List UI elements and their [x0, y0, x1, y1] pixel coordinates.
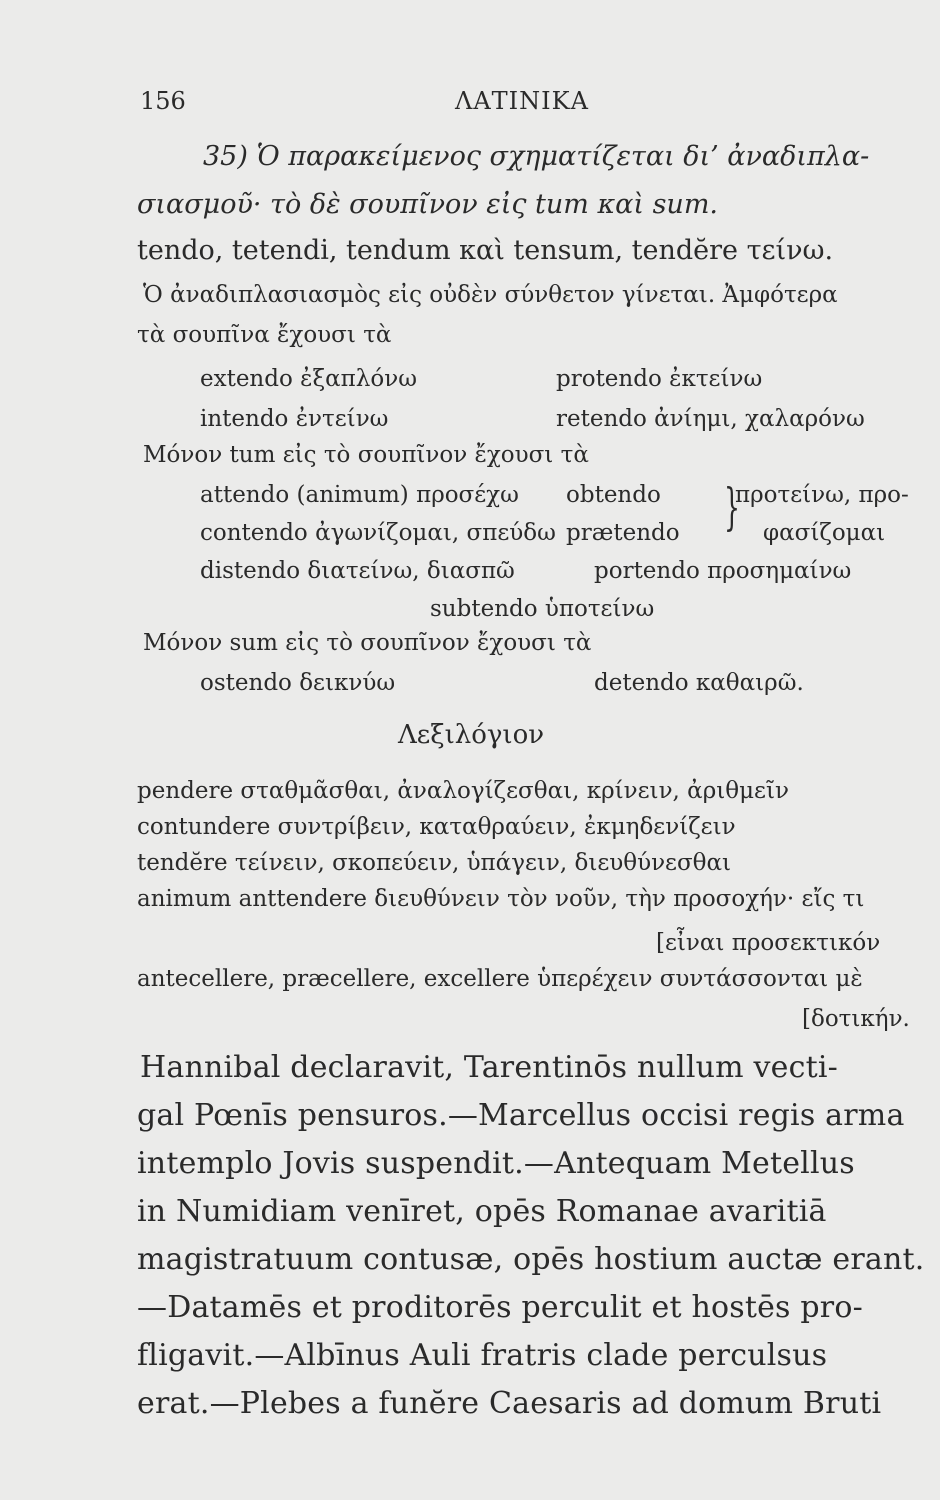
tum-intro: Μόνον tum εἰς τὸ σουπῖνον ἔχουσι τὰ [143, 442, 589, 468]
exercise-line: in Numidiam venīret, opēs Romanae avaritiā [137, 1194, 827, 1229]
section-35-line-2: σιασμοῦ· τὸ δὲ σουπῖνον εἰς tum καὶ sum. [137, 189, 719, 220]
compound-left: extendo ἐξαπλόνω [200, 366, 417, 392]
compound-right: protendo ἐκτείνω [556, 366, 763, 392]
vocab-line: tendĕre τείνειν, σκοπεύειν, ὑπάγειν, διευθύνεσθαι [137, 850, 732, 876]
exercise-line: gal Pœnīs pensuros.—Marcellus occisi regis arma [137, 1098, 905, 1133]
brace-right: } [723, 478, 740, 536]
compound-right: detendo καθαιρῶ. [594, 670, 804, 696]
compound-note: φασίζομαι [763, 520, 886, 546]
compound-left: contendo ἀγωνίζομαι, σπεύδω [200, 520, 556, 546]
compound-right: retendo ἀνίημι, χαλαρόνω [556, 406, 865, 432]
exercise-line: —Datamēs et proditorēs perculit et hostēs pro- [137, 1290, 863, 1325]
section-35-line-4: Ὁ ἀναδιπλασιασμὸς εἰς οὐδὲν σύνθετον γίνεται. Ἀμφότερα [143, 282, 838, 308]
compound-left: distendo διατείνω, διασπῶ [200, 558, 515, 584]
exercise-line: intemplo Jovis suspendit.—Antequam Metellus [137, 1146, 855, 1181]
vocab-title: Λεξιλόγιον [398, 720, 545, 750]
section-35-line-5: τὰ σουπῖνα ἔχουσι τὰ [137, 322, 392, 348]
running-title: ΛΑΤΙΝΙΚΑ [455, 87, 589, 115]
compound-left: intendo ἐντείνω [200, 406, 389, 432]
vocab-line: [εἶναι προσεκτικόν [656, 930, 881, 956]
vocab-line: pendere σταθμᾶσθαι, ἀναλογίζεσθαι, κρίνειν, ἀριθμεῖν [137, 778, 789, 804]
compound-right: portendo προσημαίνω [594, 558, 852, 584]
compound-right: prætendo [566, 520, 680, 546]
exercise-line: erat.—Plebes a funĕre Caesaris ad domum Bruti [137, 1386, 882, 1421]
sum-intro: Μόνον sum εἰς τὸ σουπῖνον ἔχουσι τὰ [143, 630, 592, 656]
page-number: 156 [140, 87, 186, 115]
compound-center: subtendo ὑποτείνω [430, 596, 655, 622]
compound-right: obtendo [566, 482, 661, 508]
exercise-line: magistratuum contusæ, opēs hostium auctæ erant. [137, 1242, 925, 1277]
vocab-line: contundere συντρίβειν, καταθραύειν, ἐκμηδενίζειν [137, 814, 736, 840]
vocab-line: animum anttendere διευθύνειν τὸν νοῦν, τὴν προσοχήν· εἴς τι [137, 886, 865, 912]
exercise-line: fligavit.—Albīnus Auli fratris clade perculsus [137, 1338, 828, 1373]
section-35-line-1: 35) Ὁ παρακείμενος σχηματίζεται δι’ ἀναδιπλα- [203, 141, 870, 172]
compound-left: attendo (animum) προσέχω [200, 482, 519, 508]
vocab-line: antecellere, præcellere, excellere ὑπερέχειν συντάσσονται μὲ [137, 966, 863, 992]
compound-left: ostendo δεικνύω [200, 670, 396, 696]
vocab-line: [δοτικήν. [802, 1006, 910, 1032]
compound-note: προτείνω, προ- [735, 482, 909, 508]
section-35-line-3: tendo, tetendi, tendum καὶ tensum, tendĕre τείνω. [137, 235, 834, 266]
exercise-line: Hannibal declaravit, Tarentinōs nullum vecti- [140, 1050, 839, 1085]
